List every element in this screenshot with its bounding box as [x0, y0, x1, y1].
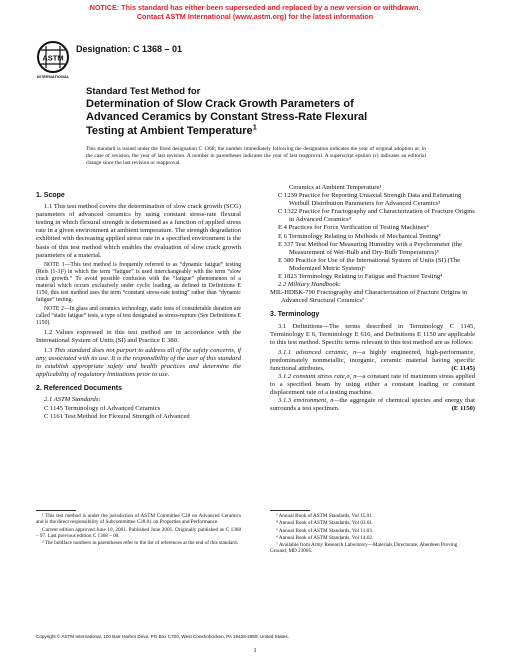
- withdrawal-notice: [0, 3, 510, 21]
- footnote-rule-right: [270, 510, 310, 511]
- def-3-1-2-term: 3.1.2 constant stress rate,σ̇, n—: [278, 373, 363, 381]
- note-1: NOTE 1—This test method is frequently referred to as “dynamic fatigue” testing (Refs (1-3)²) in which the term “fatigue” is used interchangeably with the term “slow crack growth.” To avoid possible confusion with the “fatigue” phenomenon of a material which occurs exclusively under cyclic loading, as defined in Definitions E 1150, this test method uses the term “constant stress-rate testing” rather than “dynamic fatigue” testing.: [36, 261, 241, 303]
- footnote-2: ² The boldface numbers in parentheses refer to the list of references at the end of this standard.: [42, 540, 238, 547]
- footnote-1-edition: Current edition approved June 10, 2001. Published June 2001. Originally published as C 1368 – 97. Last previous edition C 1368 – 00.: [36, 526, 241, 539]
- military-handbook-heading: 2.2 Military Handbook:: [278, 281, 341, 289]
- ref-e1823: E 1823 Terminology Relating to Fatigue and Fracture Testing⁴: [278, 273, 443, 281]
- ref-e4: E 4 Practices for Force Verification of Testing Machines⁴: [278, 224, 429, 232]
- def-3-1-2-text: a constant rate of maximum stress applied to a specified beam by using either a constant loading or constant displacement rate of a testing machine.: [270, 373, 476, 397]
- right-column: [270, 184, 475, 414]
- def-3-1-1-term: 3.1.1 advanced ceramic, n—: [278, 348, 363, 356]
- para-3-1: 3.1 Definitions—The terms described in Terminology C 1145, Terminology E 6, Terminology E 616, and Definitions E 1150 are applicable to this test method. Specific terms relevant to this test method are as follows:: [270, 322, 475, 346]
- footnotes-left: [36, 513, 241, 547]
- title-line-4: Testing at Ambient Temperature: [86, 124, 253, 137]
- logo-subtext: INTERNATIONAL: [36, 74, 70, 79]
- astm-logo-icon: [36, 40, 70, 80]
- para-1-3-number: 1.3: [44, 346, 55, 354]
- ref-mil-hdbk-790: MIL-HDBK-790 Fractography and Characterization of Fracture Origins in Advanced Structural Ceramics⁷: [270, 289, 468, 305]
- def-3-1-3-term: 3.1.3 environment, n—: [278, 397, 340, 405]
- referenced-documents-heading: 2. Referenced Documents: [36, 385, 122, 393]
- def-3-1-1-source: (C 1145): [451, 364, 475, 372]
- para-1-1: 1.1 This test method covers the determination of slow crack growth (SCG) parameters of advanced ceramics by using constant stress-rate flexural testing in which flexural strength is determined as a function of applied stress rate in a given environment at ambient temperature. The strength degradation exhibited with decreasing applied stress rate in a specified environment is the basis of this test method which enables the evaluation of slow crack growth parameters of a material.: [36, 203, 241, 259]
- copyright-line: Copyright © ASTM International, 100 Barr Harbor Drive, PO Box C700, West Conshohocken, PA 19428-2959, United States.: [36, 634, 289, 639]
- logo-text: ASTM: [42, 53, 64, 63]
- footnote-6: ⁶ Annual Book of ASTM Standards, Vol 14.02.: [276, 534, 374, 541]
- designation: Designation: C 1368 – 01: [76, 44, 183, 54]
- ref-c1161-continued: Ceramics at Ambient Temperature³: [289, 184, 382, 191]
- footnote-rule-left: [36, 510, 76, 511]
- para-1-2: 1.2 Values expressed in this test method are in accordance with the International System of Units (SI) and Practice E 380.: [36, 328, 241, 344]
- footnote-1: ¹ This test method is under the jurisdiction of ASTM Committee C28 on Advanced Ceramics and is the direct responsibility of Subcommittee C28.01 on Properties and Performance.: [36, 513, 241, 526]
- footnote-7: ⁷ Available from Army Research Laboratory—Materials Directorate, Aberdeen Proving Ground, MD 21005.: [270, 542, 458, 555]
- document-title: [86, 86, 416, 138]
- footnote-3: ³ Annual Book of ASTM Standards, Vol 15.01.: [276, 513, 374, 519]
- title-line-1: Standard Test Method for: [86, 86, 201, 97]
- ref-e6: E 6 Terminology Relating to Methods of Mechanical Testing⁴: [278, 232, 441, 240]
- ref-e380: E 380 Practice for Use of the International System of Units (SI) (The Modernized Metric System)⁶: [278, 256, 461, 272]
- footnote-5: ⁵ Annual Book of ASTM Standards, Vol 11.03.: [276, 527, 374, 534]
- title-footnote-mark: 1: [252, 122, 257, 132]
- astm-standards-heading: 2.1 ASTM Standards:: [44, 396, 101, 404]
- para-1-3: This standard does not purport to address all of the safety concerns, if any, associated with its use. It is the responsibility of the user of this standard to establish appropriate safety and health practices and determine the applicability of regulatory limitations prior to use.: [36, 346, 242, 379]
- notice-line-2: Contact ASTM International (www.astm.org) for the latest information: [136, 12, 374, 21]
- ref-c1322: C 1322 Practice for Fractography and Characterization of Fracture Origins in Advanced Ceramics³: [278, 208, 475, 224]
- terminology-heading: 3. Terminology: [270, 311, 320, 319]
- issue-note: This standard is issued under the fixed designation C 1368; the number immediately following the designation indicates the year of original adoption or, in the case of revision, the year of last revision. A number in parentheses indicates the year of last reapproval. A superscript epsilon (ε) indicates an editorial change since the last revision or reapproval.: [86, 146, 426, 166]
- notice-line-1: NOTICE: This standard has either been superseded and replaced by a new version or withdrawn.: [89, 3, 421, 12]
- ref-c1239: C 1239 Practice for Reporting Uniaxial Strength Data and Estimating Weibull Distribution Parameters for Advanced Ceramics³: [278, 192, 462, 208]
- left-column: [36, 186, 241, 421]
- ref-c1145: C 1145 Terminology of Advanced Ceramics: [44, 404, 161, 412]
- scope-heading: 1. Scope: [36, 192, 65, 199]
- footnotes-right: [270, 513, 475, 556]
- page-number: 1: [253, 647, 257, 654]
- title-line-2: Determination of Slow Crack Growth Parameters of: [86, 98, 354, 110]
- def-3-1-3-source: (E 1150): [451, 405, 475, 413]
- def-3-1-1-text: a highly engineered, high-performance, predominately nonmetallic, inorganic, ceramic material having specific functional attributes.: [270, 348, 475, 372]
- note-2: NOTE 2—In glass and ceramics technology, static tests of considerable duration are called “static fatigue” tests, a type of test designated as stress-rupture (See Definitions E 1150).: [36, 305, 241, 326]
- def-3-1-3-text: the aggregate of chemical species and energy that surrounds a test specimen.: [270, 397, 475, 413]
- ref-c1161: C 1161 Test Method for Flexural Strength of Advanced: [44, 412, 190, 420]
- ref-e337: E 337 Test Method for Measuring Humidity with a Psychrometer (the Measurement of Wet-Bulb and Dry-Bulb Temperatures)⁵: [278, 240, 463, 256]
- footnote-4: ⁴ Annual Book of ASTM Standards, Vol 03.01.: [276, 520, 374, 527]
- title-line-3: Advanced Ceramics by Constant Stress-Rate Flexural: [86, 111, 368, 124]
